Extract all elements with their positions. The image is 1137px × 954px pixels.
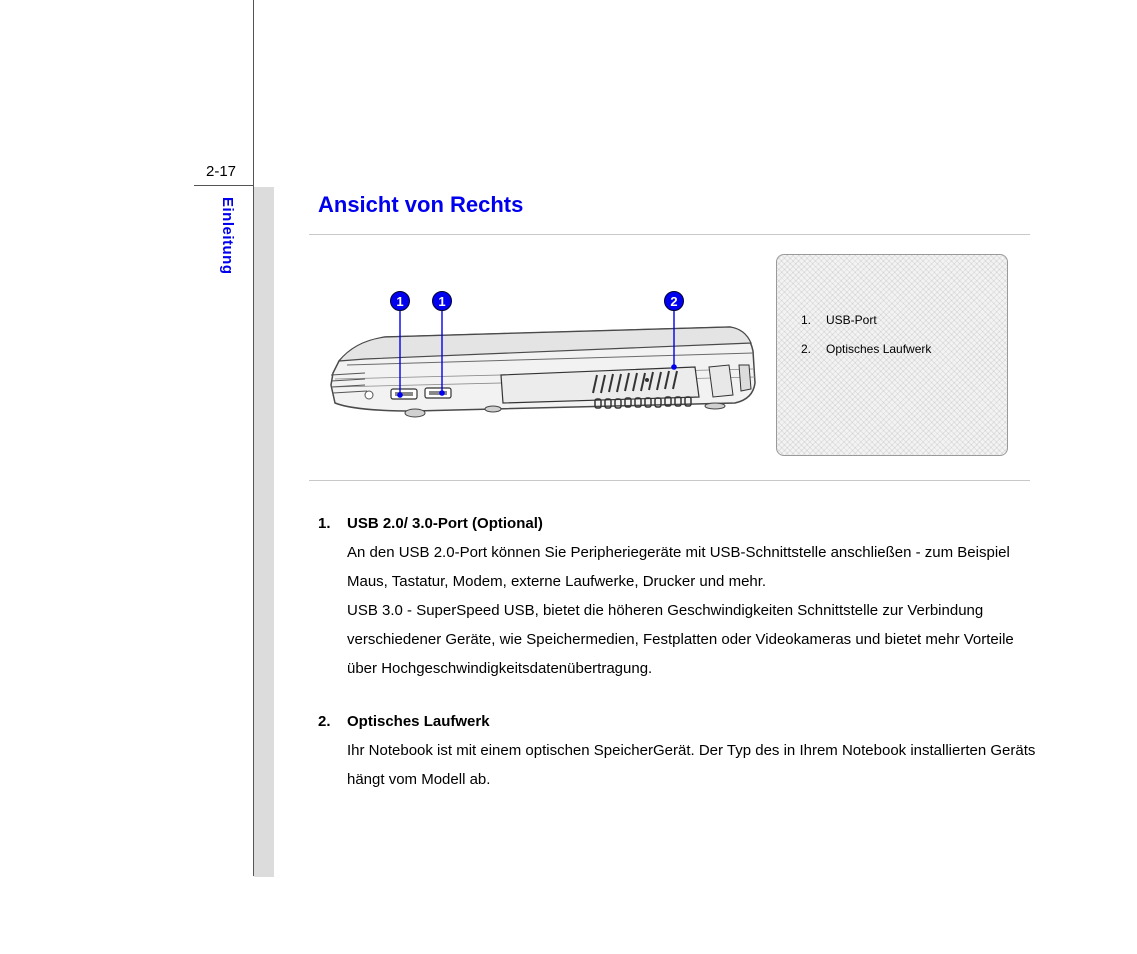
chapter-label: Einleitung bbox=[219, 197, 236, 275]
legend-item bbox=[801, 313, 931, 342]
feature-item-usb bbox=[318, 513, 1038, 683]
feature-title: USB 2.0/ 3.0-Port (Optional) bbox=[347, 515, 543, 532]
page-number-underline bbox=[194, 185, 254, 186]
chapter-sidebar bbox=[254, 187, 274, 877]
feature-item-optical-drive bbox=[318, 711, 1038, 794]
feature-body bbox=[318, 538, 1038, 683]
callout-badge-usb-1 bbox=[391, 292, 410, 311]
svg-text:1: 1 bbox=[396, 294, 404, 309]
section-divider-top bbox=[309, 234, 1030, 235]
laptop-right-side-illustration bbox=[325, 285, 765, 435]
feature-paragraph: Ihr Notebook ist mit einem optischen SpeicherGerät. Der Typ des in Ihrem Notebook installierten Geräts hängt vom Modell ab. bbox=[347, 742, 1036, 788]
legend-label: Optisches Laufwerk bbox=[826, 342, 932, 356]
legend-item bbox=[801, 342, 931, 371]
figure-legend bbox=[776, 254, 1008, 456]
page-number: 2-17 bbox=[206, 163, 237, 180]
feature-paragraph: An den USB 2.0-Port können Sie Peripheriegeräte mit USB-Schnittstelle anschließen - zum Beispiel Maus, Tastatur, Modem, externe Laufwerke, Drucker und mehr. bbox=[347, 544, 1010, 590]
feature-title: Optisches Laufwerk bbox=[347, 713, 490, 730]
callout-badge-optical bbox=[665, 292, 684, 311]
feature-descriptions bbox=[318, 513, 1038, 822]
svg-text:1: 1 bbox=[438, 294, 446, 309]
feature-number: 2. bbox=[318, 713, 331, 730]
callout-anchor-dot bbox=[671, 364, 677, 370]
section-title: Ansicht von Rechts bbox=[318, 192, 524, 217]
callout-anchor-dot bbox=[397, 392, 403, 398]
feature-body bbox=[318, 736, 1038, 794]
svg-text:2: 2 bbox=[670, 294, 678, 309]
legend-list bbox=[801, 313, 931, 371]
feature-heading bbox=[318, 711, 1038, 733]
callout-anchor-dot bbox=[439, 390, 445, 396]
feature-paragraph: USB 3.0 - SuperSpeed USB, bietet die höheren Geschwindigkeiten Schnittstelle zur Verbindung verschiedener Geräte, wie Speichermedien, Festplatten oder Videokameras und bietet mehr Vorteile über Hochgeschwindigkeitsdatenübertragung. bbox=[347, 602, 1014, 677]
laptop-body-drawing bbox=[331, 327, 755, 417]
legend-label: USB-Port bbox=[826, 313, 877, 327]
section-divider-bottom bbox=[309, 480, 1030, 481]
feature-heading bbox=[318, 513, 1038, 535]
legend-number: 1. bbox=[801, 313, 812, 327]
feature-number: 1. bbox=[318, 515, 331, 532]
callout-badge-usb-2 bbox=[433, 292, 452, 311]
legend-number: 2. bbox=[801, 342, 812, 356]
